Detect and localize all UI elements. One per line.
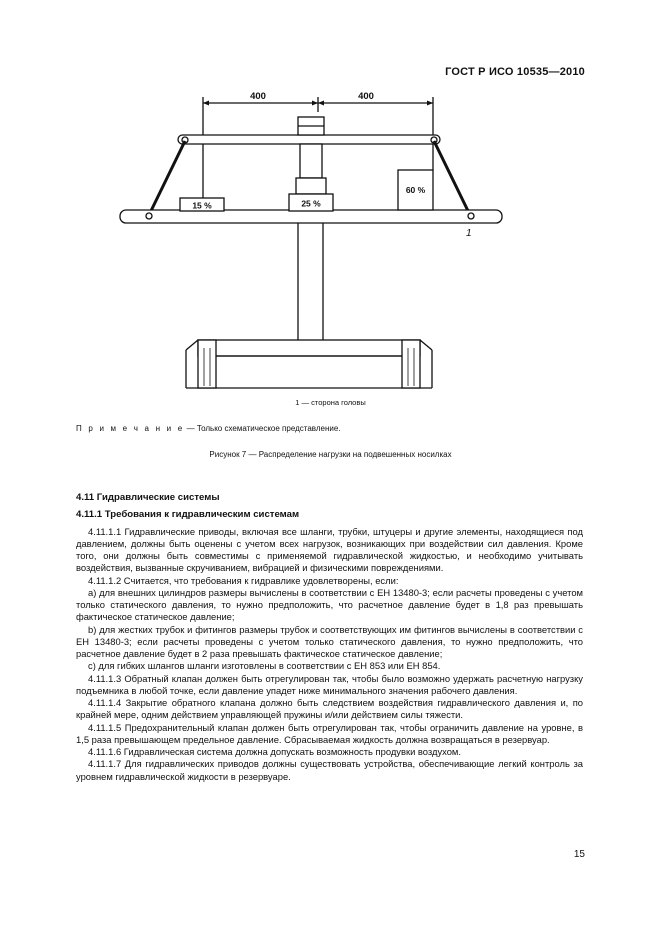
document-header: ГОСТ Р ИСО 10535—2010: [445, 66, 585, 78]
load-label-25: 25 %: [301, 198, 321, 209]
paragraph: 4.11.1.6 Гидравлическая система должна допускать возможность продувки воздухом.: [88, 746, 461, 757]
base-leg-left: [198, 340, 216, 388]
section-body: [76, 492, 583, 783]
paragraph: 4.11.1.2 Считается, что требования к гидравлике удовлетворены, если:: [88, 574, 399, 586]
paragraph: 4.11.1.1 Гидравлические приводы, включая все шланги, трубки, штуцеры и другие элементы, находящиеся под давлением, должны быть оценены с учетом всех нагрузок, возникающих при воздействии сил давления. Кроме того, они должны быть совместимы с применяемой гидравлической жидкостью, и необходимо учитывать воздействия, вызванные скручиванием, вибрацией и физическими повреждениями.: [76, 525, 583, 574]
spreader-bar: [178, 135, 440, 144]
list-item: b) для жестких трубок и фитингов размеры трубок и соответствующих им фитингов вычислены в соответствии с ЕН 13480-3; если расчеты проведены с учетом только статического давления, то нужно предположить, что расчетное давление будет в 2 раза превышать фактическое статическое давление;: [76, 623, 583, 659]
dimension-label-left: 400: [250, 91, 266, 102]
page-number: 15: [573, 849, 585, 860]
load-label-60: 60 %: [405, 185, 426, 195]
paragraph: 4.11.1.5 Предохранительный клапан должен быть отрегулирован так, чтобы ограничить давление на уровне, в 1,5 раза превышающем предельное давление. Сбрасываемая жидкость должна возвращаться в резервуар.: [76, 721, 583, 745]
load-label-15: 15 %: [192, 200, 212, 211]
mast-upper: [300, 144, 322, 178]
dimension-label-right: 400: [358, 91, 374, 102]
figure-note: [76, 424, 341, 433]
section-heading: 4.11 Гидравлические системы: [76, 492, 220, 503]
base-leg-right: [402, 340, 420, 388]
note-text: — Только схематическое представление.: [184, 424, 341, 433]
stretcher-platform: [120, 210, 502, 223]
callout-1: 1: [466, 228, 472, 239]
figure-legend: 1 — сторона головы: [295, 398, 366, 407]
mast-joint: [296, 178, 326, 194]
list-item: с) для гибких шлангов шланги изготовлены в соответствии с ЕН 853 или ЕН 854.: [88, 660, 441, 672]
paragraph: 4.11.1.4 Закрытие обратного клапана должно быть следствием воздействия гидравлического давления и, по крайней мере, одним действием управляющей пружины и/или действием силы тяжести.: [76, 697, 583, 721]
figure-caption: Рисунок 7 — Распределение нагрузки на подвешенных носилках: [209, 450, 452, 459]
note-label: П р и м е ч а н и е: [76, 424, 185, 433]
subsection-heading: 4.11.1 Требования к гидравлическим системам: [76, 509, 300, 521]
list-item: а) для внешних цилиндров размеры вычислены в соответствии с ЕН 13480-3; если расчеты проведены с учетом только статического давления, то нужно предположить, что расчетное давление будет в 1,8 раз превышать фактическое статическое давление;: [76, 586, 583, 623]
strap-right: [434, 141, 470, 215]
base-frame: [198, 340, 420, 356]
paragraph: 4.11.1.7 Для гидравлических приводов должны существовать устройства, обеспечивающие легкий контроль за уровнем гидравлической жидкости в резервуаре.: [76, 758, 583, 782]
paragraph: 4.11.1.3 Обратный клапан должен быть отрегулирован так, чтобы было возможно удержать расчетную нагрузку подъемника в любой точке, если давление упадет ниже минимального значения рабочего давления.: [76, 672, 583, 696]
stretcher-diagram: [0, 0, 661, 420]
